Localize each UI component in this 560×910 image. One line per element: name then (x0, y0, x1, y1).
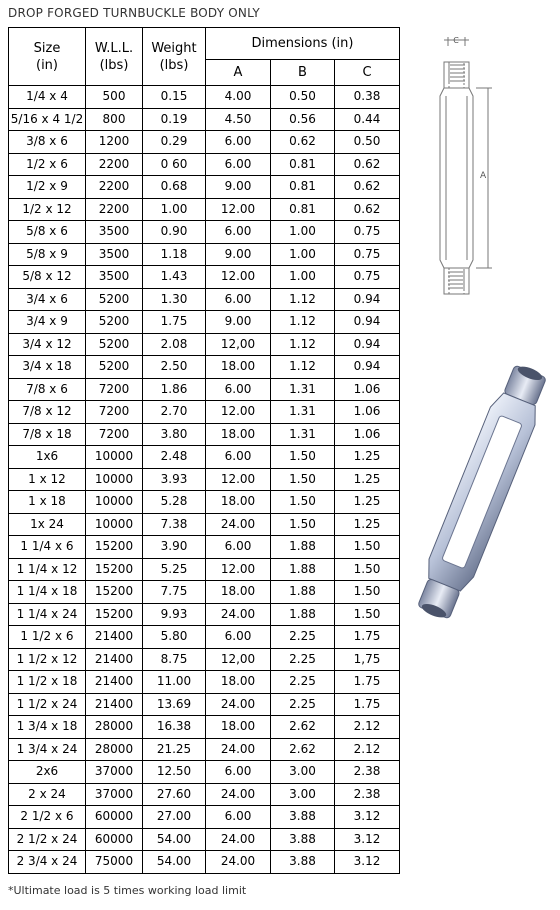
turnbuckle-spec-table (8, 27, 400, 874)
dimension-c-cell: 2.12 (335, 716, 400, 739)
weight-cell: 21.25 (143, 738, 206, 761)
size-cell: 5/16 x 4 1/2 (9, 108, 86, 131)
wll-cell: 21400 (86, 671, 143, 694)
dimension-c-cell: 1.06 (335, 401, 400, 424)
size-cell: 1x6 (9, 446, 86, 469)
dimension-a-cell: 18.00 (206, 671, 271, 694)
size-cell: 3/4 x 12 (9, 333, 86, 356)
weight-cell: 54.00 (143, 851, 206, 874)
dimension-b-cell: 1.12 (271, 333, 335, 356)
table-row (9, 333, 400, 356)
size-cell: 1/2 x 12 (9, 198, 86, 221)
wll-cell: 3500 (86, 221, 143, 244)
dimension-b-cell: 1.12 (271, 311, 335, 334)
table-row (9, 626, 400, 649)
wll-cell: 5200 (86, 333, 143, 356)
table-row (9, 221, 400, 244)
wll-cell: 10000 (86, 468, 143, 491)
dimension-a-cell: 12.00 (206, 558, 271, 581)
weight-cell: 0 60 (143, 153, 206, 176)
dimension-c-cell: 3.12 (335, 851, 400, 874)
size-cell: 1/2 x 6 (9, 153, 86, 176)
size-cell: 5/8 x 12 (9, 266, 86, 289)
wll-cell: 15200 (86, 536, 143, 559)
weight-cell: 2.08 (143, 333, 206, 356)
weight-cell: 5.80 (143, 626, 206, 649)
weight-cell: 9.93 (143, 603, 206, 626)
weight-cell: 7.75 (143, 581, 206, 604)
dimension-b-cell: 1.88 (271, 536, 335, 559)
dimension-a-cell: 6.00 (206, 131, 271, 154)
dimension-c-cell: 1.75 (335, 626, 400, 649)
table-row (9, 176, 400, 199)
dimension-a-cell: 6.00 (206, 761, 271, 784)
dimension-b-cell: 1.31 (271, 423, 335, 446)
size-cell: 3/4 x 18 (9, 356, 86, 379)
size-cell: 5/8 x 9 (9, 243, 86, 266)
dimension-b-cell: 2.62 (271, 738, 335, 761)
wll-cell: 60000 (86, 828, 143, 851)
dimension-b-cell: 2.25 (271, 648, 335, 671)
weight-cell: 0.15 (143, 86, 206, 109)
dimension-c-cell: 1.25 (335, 491, 400, 514)
dimension-a-cell: 6.00 (206, 536, 271, 559)
dimension-b-cell: 2.25 (271, 626, 335, 649)
dimension-a-cell: 24.00 (206, 738, 271, 761)
table-row (9, 581, 400, 604)
dimension-a-cell: 24.00 (206, 783, 271, 806)
weight-cell: 2.50 (143, 356, 206, 379)
dimension-c-cell: 0.94 (335, 288, 400, 311)
dimension-b-cell: 1.00 (271, 221, 335, 244)
weight-cell: 0.68 (143, 176, 206, 199)
wll-cell: 21400 (86, 693, 143, 716)
table-row (9, 378, 400, 401)
wll-cell: 10000 (86, 491, 143, 514)
weight-cell: 27.60 (143, 783, 206, 806)
dimension-b-cell: 1.12 (271, 356, 335, 379)
dimension-a-cell: 6.00 (206, 446, 271, 469)
dimension-a-cell: 12.00 (206, 266, 271, 289)
turnbuckle-product-image (412, 352, 552, 632)
weight-cell: 1.00 (143, 198, 206, 221)
dimension-c-cell: 0.75 (335, 266, 400, 289)
table-row (9, 153, 400, 176)
dimension-a-cell: 12,00 (206, 333, 271, 356)
table-row (9, 648, 400, 671)
size-header (9, 28, 86, 86)
dimension-a-cell: 24.00 (206, 828, 271, 851)
wll-cell: 2200 (86, 198, 143, 221)
wll-cell: 10000 (86, 446, 143, 469)
dimension-b-cell: 0.81 (271, 198, 335, 221)
wll-cell: 3500 (86, 243, 143, 266)
table-row (9, 828, 400, 851)
dimension-a-cell: 18.00 (206, 356, 271, 379)
dimension-a-cell: 6.00 (206, 221, 271, 244)
weight-cell: 2.70 (143, 401, 206, 424)
dimension-a-cell: 6.00 (206, 153, 271, 176)
weight-cell: 3.80 (143, 423, 206, 446)
dimension-a-cell: 9.00 (206, 243, 271, 266)
dimension-c-cell: 1.50 (335, 581, 400, 604)
weight-cell: 13.69 (143, 693, 206, 716)
footnote: *Ultimate load is 5 times working load limit (8, 884, 247, 897)
size-header-unit: (in) (36, 57, 58, 73)
dimension-b-cell: 1.12 (271, 288, 335, 311)
wll-cell: 15200 (86, 558, 143, 581)
weight-cell: 3.90 (143, 536, 206, 559)
wll-cell: 1200 (86, 131, 143, 154)
size-cell: 1x 24 (9, 513, 86, 536)
table-row (9, 536, 400, 559)
dimension-a-cell: 18.00 (206, 581, 271, 604)
weight-cell: 1.30 (143, 288, 206, 311)
table-row (9, 468, 400, 491)
dimension-b-cell: 3.00 (271, 761, 335, 784)
weight-cell: 1.86 (143, 378, 206, 401)
table-row (9, 401, 400, 424)
size-cell: 2 1/2 x 6 (9, 806, 86, 829)
table-row (9, 761, 400, 784)
wll-cell: 60000 (86, 806, 143, 829)
dimension-b-header: B (271, 60, 335, 86)
size-cell: 7/8 x 18 (9, 423, 86, 446)
table-row (9, 671, 400, 694)
table-row (9, 806, 400, 829)
dimension-c-cell: 0.38 (335, 86, 400, 109)
weight-cell: 0.90 (143, 221, 206, 244)
dimension-c-cell: 0.94 (335, 311, 400, 334)
size-cell: 3/4 x 6 (9, 288, 86, 311)
dimension-a-cell: 6.00 (206, 288, 271, 311)
weight-cell: 27.00 (143, 806, 206, 829)
dimension-c-cell: 0.94 (335, 356, 400, 379)
dimension-b-cell: 0.56 (271, 108, 335, 131)
dimension-a-cell: 9.00 (206, 311, 271, 334)
weight-cell: 3.93 (143, 468, 206, 491)
dimension-b-cell: 1.88 (271, 581, 335, 604)
table-row (9, 423, 400, 446)
wll-cell: 15200 (86, 603, 143, 626)
dimension-c-cell: 1.50 (335, 558, 400, 581)
weight-cell: 8.75 (143, 648, 206, 671)
wll-cell: 2200 (86, 176, 143, 199)
dimension-b-cell: 1.31 (271, 378, 335, 401)
dimension-c-cell: 1.50 (335, 536, 400, 559)
dimension-a-header: A (206, 60, 271, 86)
dimension-b-cell: 3.88 (271, 806, 335, 829)
dimension-c-cell: 1.50 (335, 603, 400, 626)
dimension-c-cell: 0.62 (335, 153, 400, 176)
table-row (9, 131, 400, 154)
dimension-c-cell: 1.75 (335, 671, 400, 694)
size-cell: 3/8 x 6 (9, 131, 86, 154)
wll-cell: 7200 (86, 378, 143, 401)
dimension-a-cell: 12.00 (206, 401, 271, 424)
table-row (9, 356, 400, 379)
size-cell: 5/8 x 6 (9, 221, 86, 244)
dimension-b-cell: 1.50 (271, 491, 335, 514)
dimension-b-cell: 1.88 (271, 603, 335, 626)
dimension-b-cell: 3.88 (271, 828, 335, 851)
dimension-a-cell: 12.00 (206, 198, 271, 221)
dimension-b-cell: 2.25 (271, 671, 335, 694)
weight-cell: 1.43 (143, 266, 206, 289)
size-cell: 2x6 (9, 761, 86, 784)
table-row (9, 716, 400, 739)
dimension-b-cell: 1.50 (271, 513, 335, 536)
dimension-b-cell: 1.31 (271, 401, 335, 424)
weight-cell: 5.28 (143, 491, 206, 514)
table-row (9, 86, 400, 109)
dimension-a-cell: 24.00 (206, 513, 271, 536)
dimension-b-cell: 0.62 (271, 131, 335, 154)
wll-cell: 21400 (86, 626, 143, 649)
dimension-b-cell: 0.50 (271, 86, 335, 109)
table-row (9, 851, 400, 874)
dimension-c-cell: 2.38 (335, 761, 400, 784)
dimension-b-cell: 0.81 (271, 153, 335, 176)
wll-cell: 3500 (86, 266, 143, 289)
weight-cell: 1.18 (143, 243, 206, 266)
wll-cell: 28000 (86, 738, 143, 761)
size-cell: 7/8 x 12 (9, 401, 86, 424)
weight-cell: 7.38 (143, 513, 206, 536)
size-cell: 1 x 18 (9, 491, 86, 514)
wll-cell: 7200 (86, 423, 143, 446)
weight-header (143, 28, 206, 86)
dimension-c-label: C (453, 36, 459, 45)
wll-cell: 5200 (86, 356, 143, 379)
size-cell: 1 3/4 x 18 (9, 716, 86, 739)
wll-header-label: W.L.L. (94, 40, 134, 56)
size-cell: 1 1/4 x 18 (9, 581, 86, 604)
dimension-a-cell: 4.00 (206, 86, 271, 109)
dimension-a-cell: 18.00 (206, 423, 271, 446)
size-cell: 1 1/4 x 12 (9, 558, 86, 581)
dimension-b-cell: 1.00 (271, 266, 335, 289)
size-cell: 1 1/2 x 6 (9, 626, 86, 649)
size-cell: 1 1/2 x 24 (9, 693, 86, 716)
wll-cell: 15200 (86, 581, 143, 604)
weight-header-label: Weight (151, 40, 197, 56)
weight-cell: 2.48 (143, 446, 206, 469)
dimension-c-cell: 0.75 (335, 221, 400, 244)
size-cell: 1 1/4 x 6 (9, 536, 86, 559)
dimension-a-cell: 24.00 (206, 693, 271, 716)
size-header-label: Size (33, 40, 61, 56)
size-cell: 2 3/4 x 24 (9, 851, 86, 874)
page-title: DROP FORGED TURNBUCKLE BODY ONLY (8, 6, 260, 20)
weight-cell: 5.25 (143, 558, 206, 581)
dimension-c-cell: 1.25 (335, 468, 400, 491)
dimension-a-cell: 9.00 (206, 176, 271, 199)
wll-cell: 21400 (86, 648, 143, 671)
weight-cell: 54.00 (143, 828, 206, 851)
dimension-c-cell: 1.25 (335, 513, 400, 536)
weight-cell: 16.38 (143, 716, 206, 739)
dimension-a-cell: 18.00 (206, 491, 271, 514)
dimension-a-cell: 4.50 (206, 108, 271, 131)
dimension-b-cell: 3.88 (271, 851, 335, 874)
weight-cell: 0.19 (143, 108, 206, 131)
wll-cell: 5200 (86, 311, 143, 334)
dimension-c-cell: 3.12 (335, 828, 400, 851)
dimension-a-label: A (480, 171, 487, 181)
size-cell: 1 1/2 x 12 (9, 648, 86, 671)
turnbuckle-dimension-drawing (418, 32, 498, 322)
table-row (9, 603, 400, 626)
wll-cell: 10000 (86, 513, 143, 536)
dimension-a-cell: 6.00 (206, 378, 271, 401)
table-row (9, 738, 400, 761)
size-cell: 1 3/4 x 24 (9, 738, 86, 761)
dimension-c-cell: 1,75 (335, 648, 400, 671)
dimension-a-cell: 6.00 (206, 626, 271, 649)
table-row (9, 108, 400, 131)
table-row (9, 243, 400, 266)
dimensions-header: Dimensions (in) (206, 28, 400, 60)
table-row (9, 288, 400, 311)
dimension-c-cell: 1.75 (335, 693, 400, 716)
dimension-b-cell: 3.00 (271, 783, 335, 806)
wll-cell: 800 (86, 108, 143, 131)
size-cell: 1/4 x 4 (9, 86, 86, 109)
table-row (9, 513, 400, 536)
size-cell: 1 x 12 (9, 468, 86, 491)
size-cell: 3/4 x 9 (9, 311, 86, 334)
dimension-c-cell: 0.62 (335, 198, 400, 221)
table-row (9, 783, 400, 806)
table-row (9, 491, 400, 514)
dimension-c-cell: 1.06 (335, 423, 400, 446)
table-row (9, 693, 400, 716)
weight-cell: 1.75 (143, 311, 206, 334)
wll-cell: 500 (86, 86, 143, 109)
dimension-c-cell: 3.12 (335, 806, 400, 829)
wll-header-unit: (lbs) (99, 57, 129, 73)
weight-cell: 11.00 (143, 671, 206, 694)
wll-cell: 2200 (86, 153, 143, 176)
dimension-b-cell: 1.50 (271, 446, 335, 469)
size-cell: 1 1/4 x 24 (9, 603, 86, 626)
dimension-a-cell: 6.00 (206, 806, 271, 829)
wll-cell: 28000 (86, 716, 143, 739)
dimension-c-cell: 0.44 (335, 108, 400, 131)
dimension-c-cell: 0.50 (335, 131, 400, 154)
size-cell: 2 1/2 x 24 (9, 828, 86, 851)
dimension-c-cell: 2.38 (335, 783, 400, 806)
dimension-b-cell: 2.25 (271, 693, 335, 716)
table-row (9, 558, 400, 581)
wll-cell: 7200 (86, 401, 143, 424)
spec-table-body (9, 86, 400, 874)
wll-cell: 37000 (86, 761, 143, 784)
size-cell: 7/8 x 6 (9, 378, 86, 401)
dimension-a-cell: 24.00 (206, 603, 271, 626)
dimension-c-header: C (335, 60, 400, 86)
dimension-b-cell: 0.81 (271, 176, 335, 199)
size-cell: 1/2 x 9 (9, 176, 86, 199)
weight-header-unit: (lbs) (159, 57, 189, 73)
dimension-b-cell: 1.50 (271, 468, 335, 491)
dimension-c-cell: 0.94 (335, 333, 400, 356)
wll-cell: 75000 (86, 851, 143, 874)
table-row (9, 446, 400, 469)
dimension-c-cell: 1.06 (335, 378, 400, 401)
wll-header (86, 28, 143, 86)
wll-cell: 37000 (86, 783, 143, 806)
dimension-b-cell: 1.00 (271, 243, 335, 266)
weight-cell: 12.50 (143, 761, 206, 784)
wll-cell: 5200 (86, 288, 143, 311)
size-cell: 2 x 24 (9, 783, 86, 806)
dimension-c-cell: 1.25 (335, 446, 400, 469)
dimension-a-cell: 24.00 (206, 851, 271, 874)
size-cell: 1 1/2 x 18 (9, 671, 86, 694)
table-row (9, 198, 400, 221)
dimension-c-cell: 0.75 (335, 243, 400, 266)
dimension-a-cell: 18.00 (206, 716, 271, 739)
dimension-c-cell: 0.62 (335, 176, 400, 199)
table-row (9, 266, 400, 289)
dimension-c-cell: 2.12 (335, 738, 400, 761)
dimension-b-cell: 1.88 (271, 558, 335, 581)
weight-cell: 0.29 (143, 131, 206, 154)
table-row (9, 311, 400, 334)
dimension-a-cell: 12,00 (206, 648, 271, 671)
dimension-b-cell: 2.62 (271, 716, 335, 739)
dimension-a-cell: 12.00 (206, 468, 271, 491)
